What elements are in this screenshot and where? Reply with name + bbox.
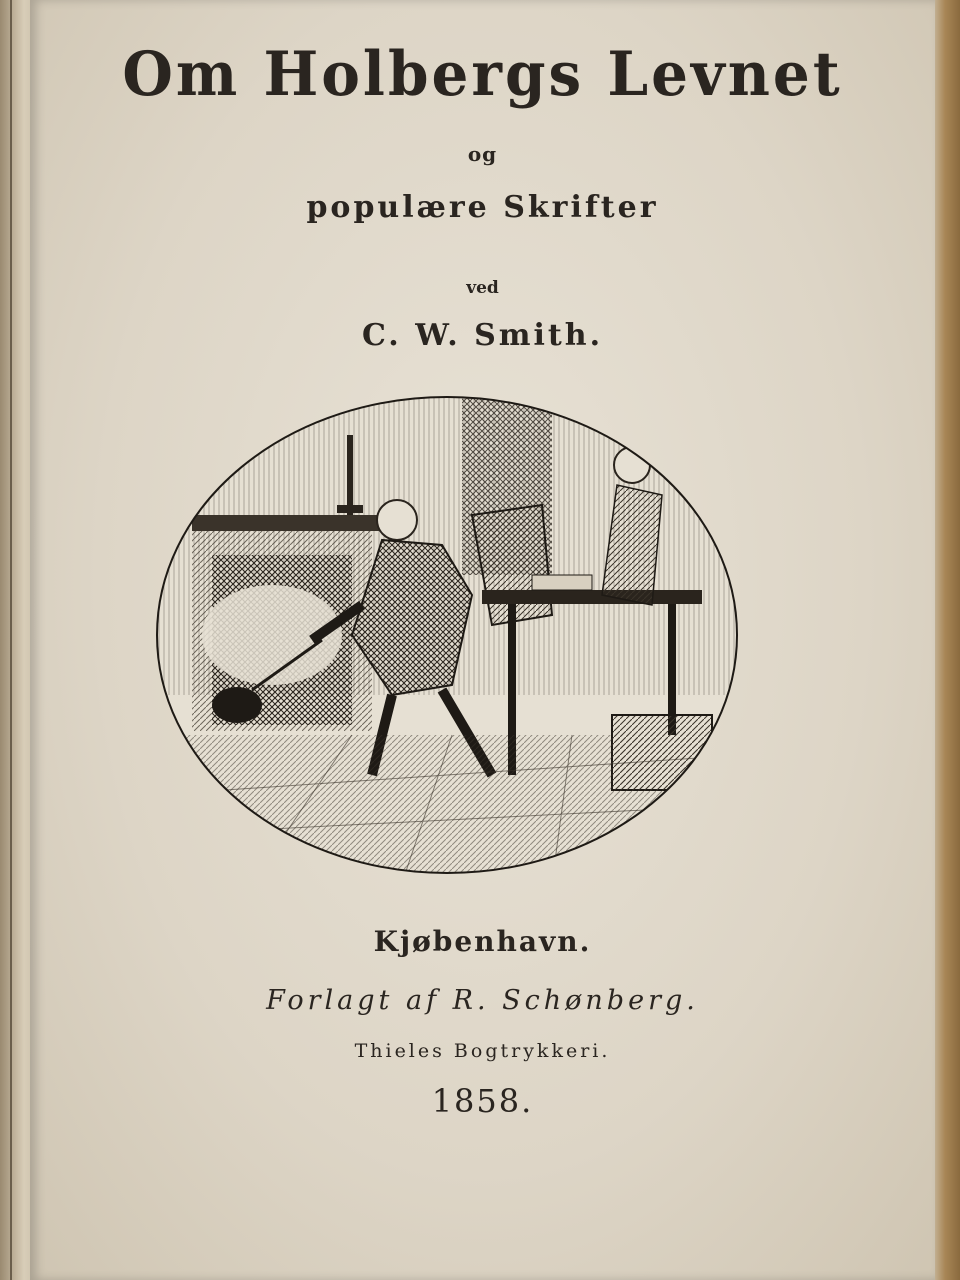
title-page [30, 0, 935, 1280]
printer-line: Thieles Bogtrykkeri. [354, 1040, 611, 1062]
publisher-line: Forlagt af R. Schønberg. [266, 985, 699, 1016]
conjunction-text: og [467, 142, 498, 166]
book-title: Om Holbergs Levnet [122, 38, 843, 110]
publication-year: 1858. [431, 1082, 534, 1120]
book-subtitle: populære Skrifter [306, 190, 659, 225]
author-name: C. W. Smith. [361, 318, 604, 353]
by-text: ved [466, 278, 499, 298]
engraving-illustration [152, 395, 742, 883]
publication-place: Kjøbenhavn. [373, 925, 592, 958]
